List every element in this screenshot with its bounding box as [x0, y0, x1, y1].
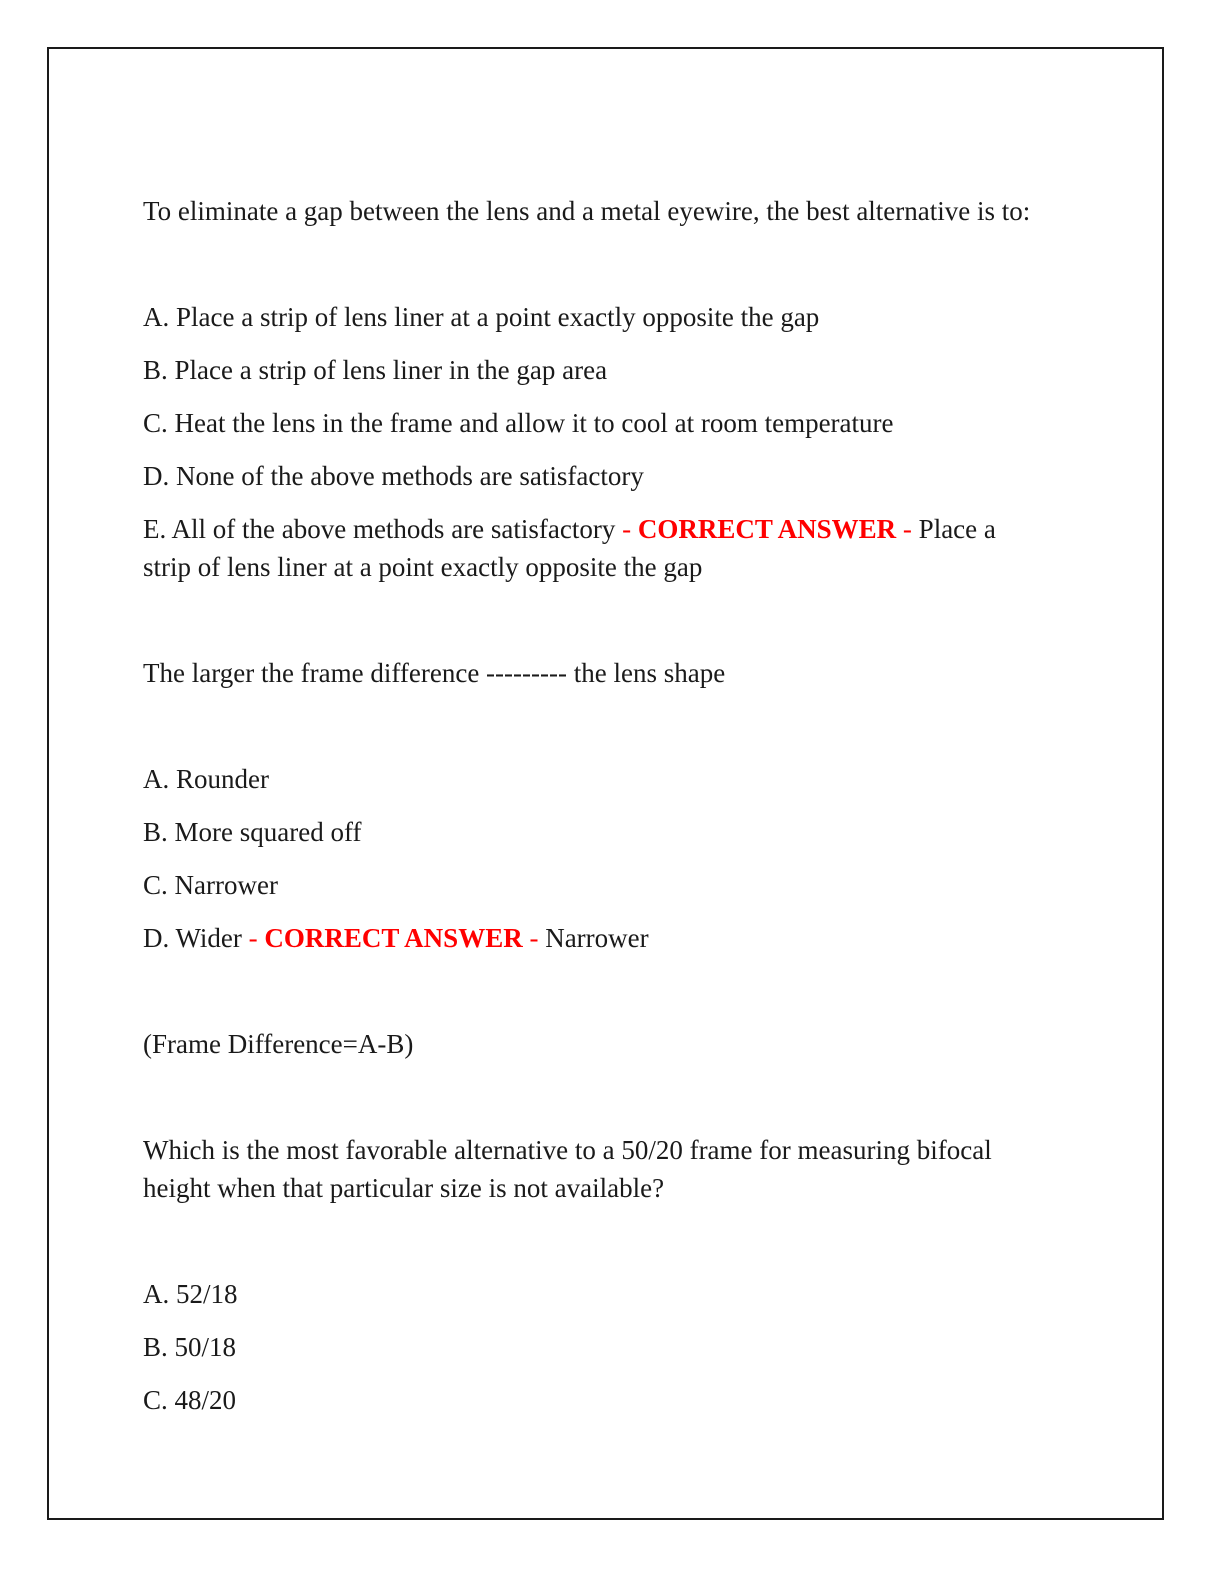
question-3-option-a: A. 52/18 — [143, 1279, 238, 1309]
question-2-prompt: The larger the frame difference --------- the lens shape — [143, 658, 726, 688]
question-1-dash-before: - — [615, 514, 638, 544]
question-2 — [143, 654, 1043, 1063]
question-1-option-e — [143, 510, 1043, 586]
question-2-dash-after: - — [522, 923, 546, 953]
question-1-options — [143, 298, 1043, 586]
question-2-option-c: C. Narrower — [143, 870, 278, 900]
question-2-answer-text: Narrower — [545, 923, 649, 953]
question-2-correct-label: CORRECT ANSWER — [264, 923, 523, 953]
question-1-option-c: C. Heat the lens in the frame and allow it to cool at room temperature — [143, 408, 894, 438]
question-3 — [143, 1131, 1043, 1419]
question-1-dash-after: - — [896, 514, 919, 544]
question-1-option-d: D. None of the above methods are satisfactory — [143, 461, 644, 491]
question-1-option-a: A. Place a strip of lens liner at a point exactly opposite the gap — [143, 302, 820, 332]
question-2-option-b: B. More squared off — [143, 817, 362, 847]
question-2-dash-before: - — [241, 923, 265, 953]
question-2-option-d-text: D. Wider — [143, 923, 242, 953]
question-3-option-b: B. 50/18 — [143, 1332, 237, 1362]
document-content — [143, 192, 1043, 1434]
question-1-correct-label: CORRECT ANSWER — [637, 514, 897, 544]
question-1-option-b: B. Place a strip of lens liner in the gap area — [143, 355, 608, 385]
question-1-prompt: To eliminate a gap between the lens and a metal eyewire, the best alternative is to: — [143, 196, 1031, 226]
question-3-option-c: C. 48/20 — [143, 1385, 237, 1415]
question-2-option-d — [143, 919, 1043, 957]
question-3-prompt: Which is the most favorable alternative to a 50/20 frame for measuring bifocal height when that particular size is not available? — [143, 1135, 992, 1203]
question-3-options — [143, 1275, 1043, 1419]
question-2-note: (Frame Difference=A-B) — [143, 1029, 414, 1059]
question-2-option-a: A. Rounder — [143, 764, 269, 794]
question-1 — [143, 192, 1043, 586]
question-2-options — [143, 760, 1043, 957]
question-1-answer-text: Place a strip of lens liner at a point exactly opposite the gap — [143, 514, 996, 582]
question-1-option-e-text: E. All of the above methods are satisfactory — [143, 514, 616, 544]
